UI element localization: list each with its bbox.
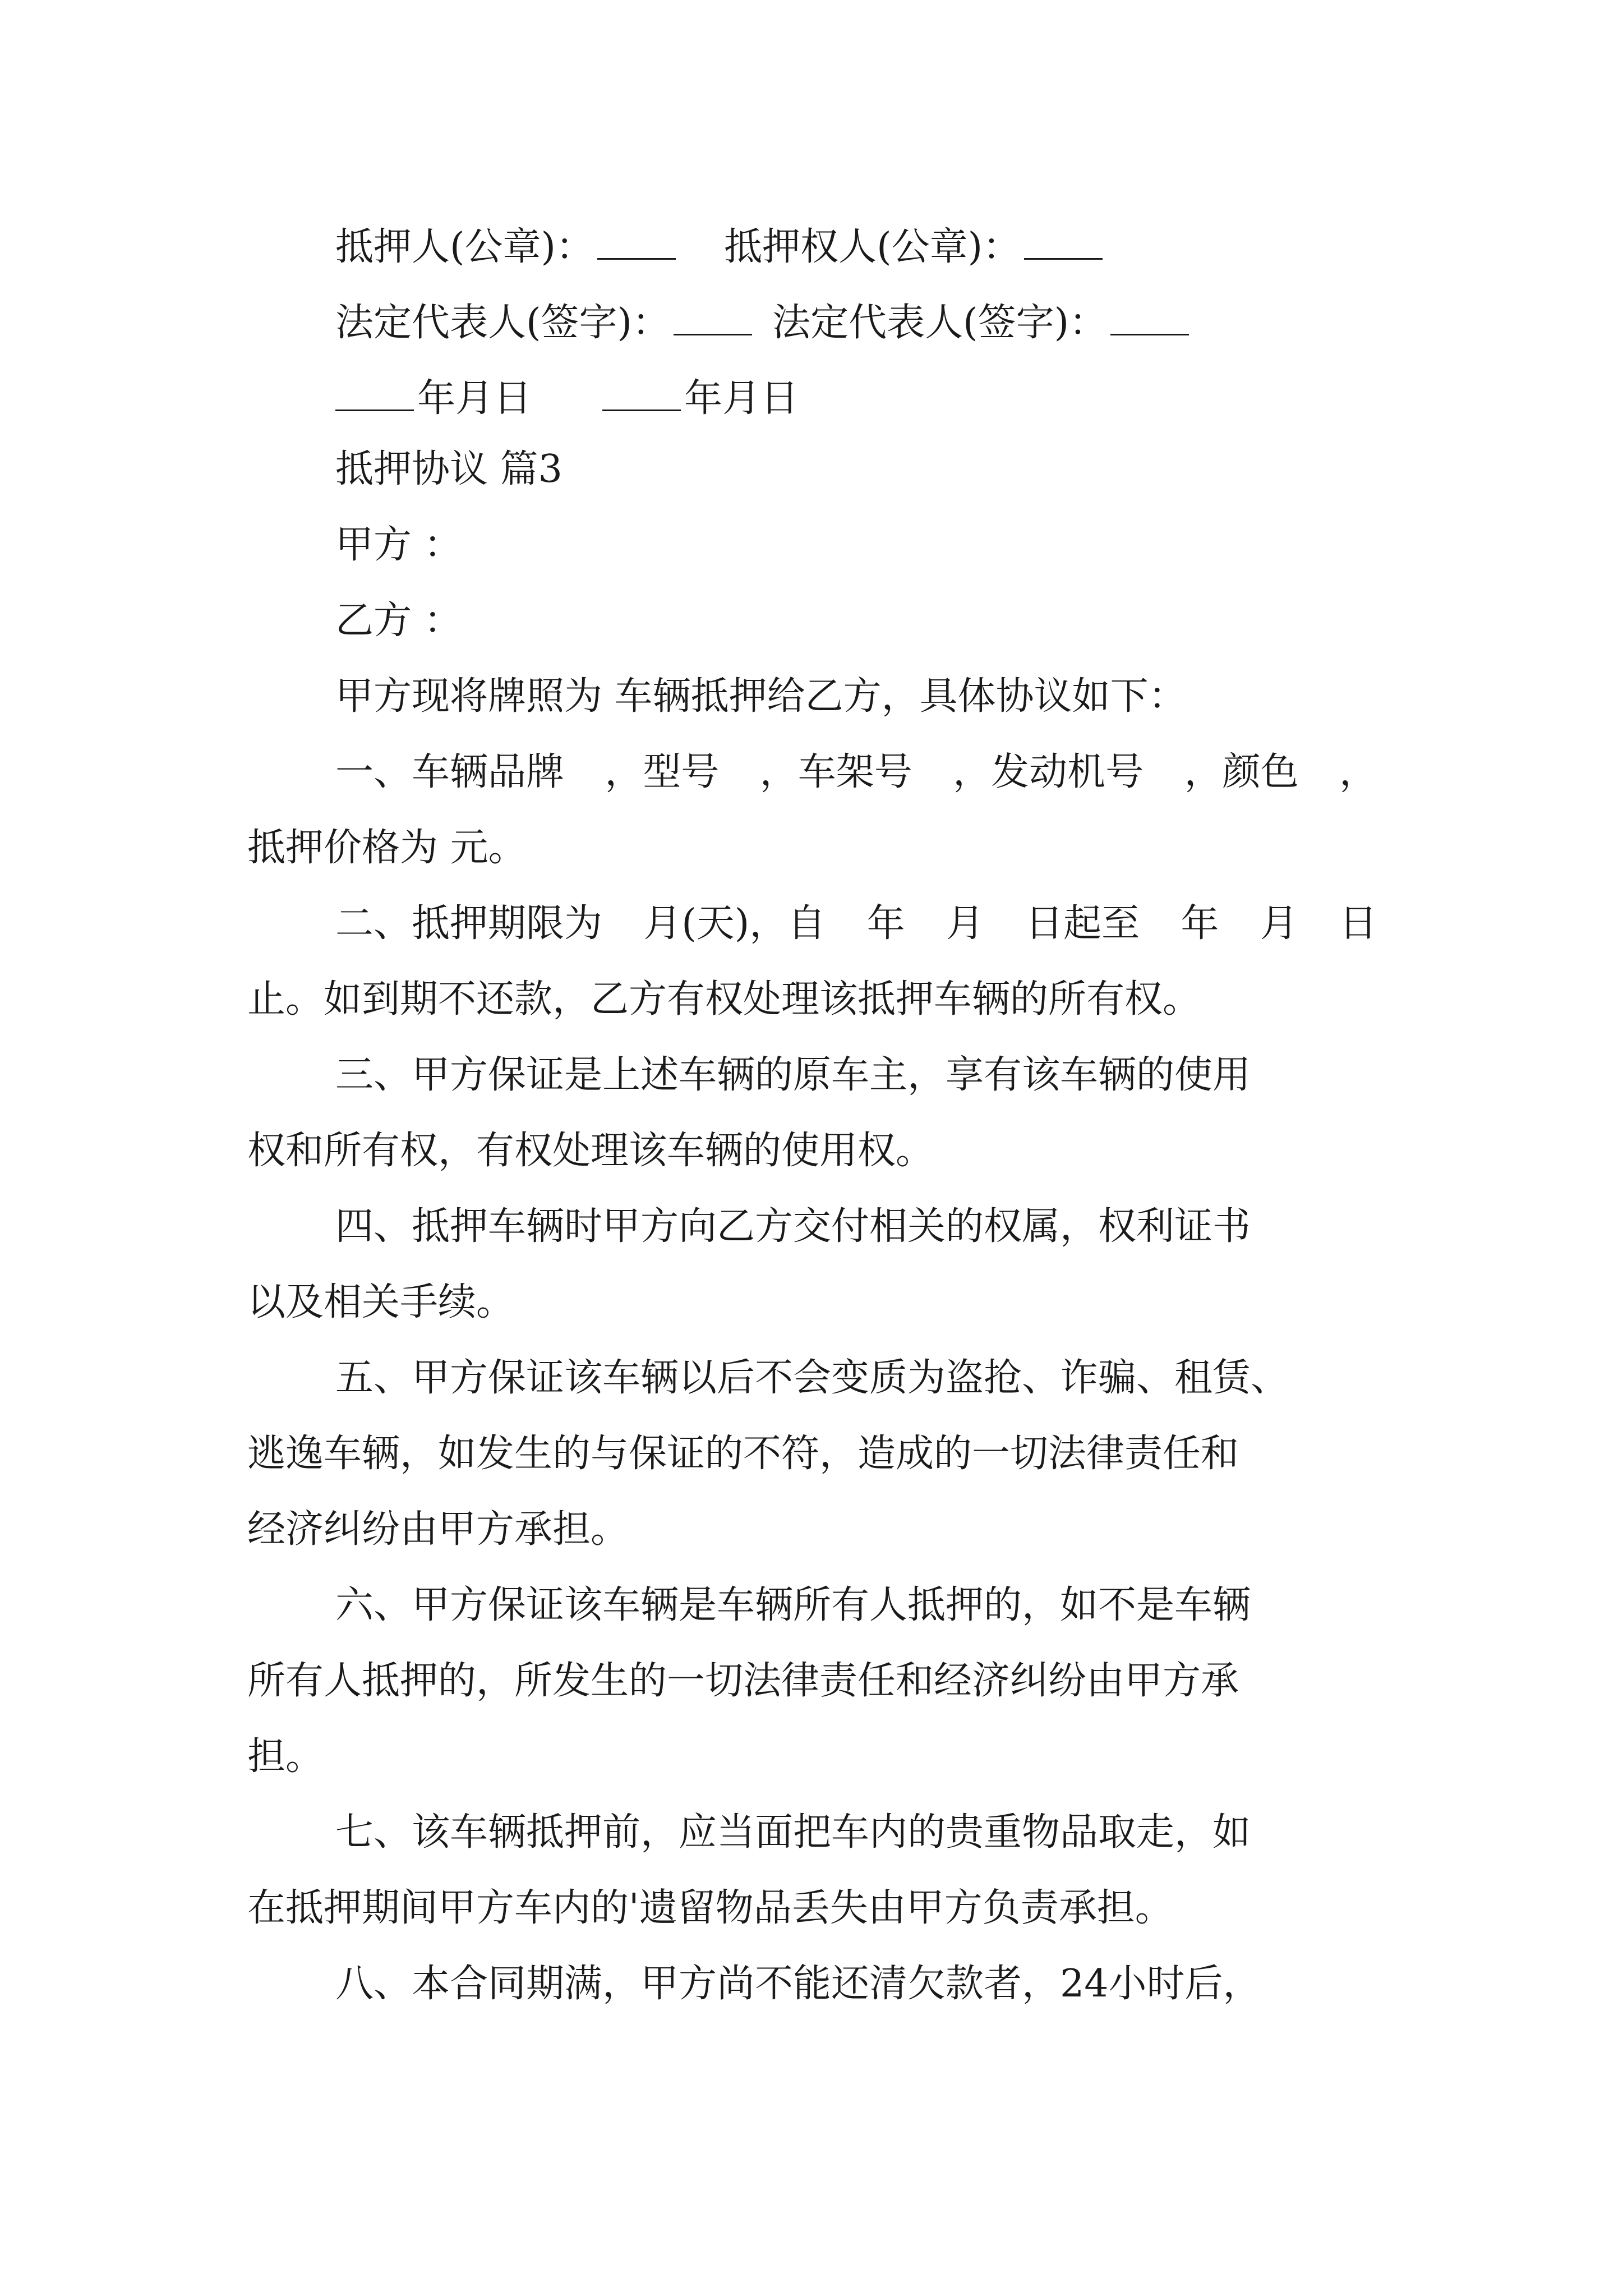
clause-1-line-1 bbox=[335, 750, 1377, 794]
clause-6-line-3: 担。 bbox=[247, 1734, 324, 1779]
rep-sign-left-label: 法定代表人(签字)： bbox=[335, 301, 671, 345]
clause-2-part: 年 bbox=[866, 901, 905, 946]
clause-1-part: ， bbox=[1339, 750, 1377, 794]
date-left-label: 年月日 bbox=[417, 376, 532, 421]
clause-5-line-3: 经济纠纷由甲方承担。 bbox=[247, 1507, 629, 1552]
clause-1-part: ，颜色 bbox=[1184, 750, 1299, 794]
clause-1-line-2: 抵押价格为 元。 bbox=[247, 826, 527, 870]
clause-1-part: ，发动机号 bbox=[953, 750, 1144, 794]
rep-sign-right-label: 法定代表人(签字)： bbox=[772, 301, 1108, 345]
clause-3-line-1: 三、甲方保证是上述车辆的原车主，享有该车辆的使用 bbox=[335, 1053, 1251, 1097]
rep-sign-left-blank bbox=[674, 299, 752, 335]
clause-6-line-1: 六、甲方保证该车辆是车辆所有人抵押的，如不是车辆 bbox=[335, 1583, 1251, 1627]
date-right-blank bbox=[602, 375, 681, 411]
party-b-line: 乙方 ： bbox=[335, 599, 462, 643]
clause-2-part: 月 bbox=[1260, 901, 1298, 946]
clause-6-line-2: 所有人抵押的，所发生的一切法律责任和经济纠纷由甲方承 bbox=[247, 1659, 1239, 1703]
clause-2-part: 年 bbox=[1181, 901, 1219, 946]
clause-7-line-1: 七、该车辆抵押前，应当面把车内的贵重物品取走，如 bbox=[335, 1810, 1251, 1855]
clause-1-part: ，车架号 bbox=[759, 750, 912, 794]
clause-2-part: 日 bbox=[1339, 901, 1377, 946]
section-heading: 抵押协议 篇3 bbox=[335, 447, 562, 491]
rep-sign-right-blank bbox=[1110, 299, 1189, 335]
clause-2-part: 日起至 bbox=[1025, 901, 1140, 946]
clause-4-line-1: 四、抵押车辆时甲方向乙方交付相关的权属，权利证书 bbox=[335, 1204, 1251, 1249]
clause-2-part: 月(天)，自 bbox=[643, 901, 826, 946]
date-row bbox=[335, 375, 799, 421]
clause-2-part: 月 bbox=[946, 901, 984, 946]
pledgee-seal-label: 抵押权人(公章)： bbox=[724, 225, 1021, 269]
clause-2-line-1 bbox=[335, 901, 1377, 946]
clause-5-line-2: 逃逸车辆，如发生的与保证的不符，造成的一切法律责任和 bbox=[247, 1432, 1239, 1476]
clause-4-line-2: 以及相关手续。 bbox=[247, 1280, 515, 1324]
clause-5-line-1: 五、甲方保证该车辆以后不会变质为盗抢、诈骗、租赁、 bbox=[335, 1356, 1289, 1400]
intro-paragraph: 甲方现将牌照为 车辆抵押给乙方，具体协议如下： bbox=[335, 674, 1187, 719]
rep-sign-row bbox=[335, 299, 1192, 345]
date-left-blank bbox=[335, 375, 414, 411]
clause-7-line-2: 在抵押期间甲方车内的'遗留物品丢失由甲方负责承担。 bbox=[247, 1886, 1173, 1930]
clause-8-line-1: 八、本合同期满，甲方尚不能还清欠款者，24小时后， bbox=[335, 1962, 1261, 2006]
clause-2-line-2: 止。如到期不还款，乙方有权处理该抵押车辆的所有权。 bbox=[247, 977, 1201, 1022]
party-a-line: 甲方 ： bbox=[335, 523, 462, 567]
pledgee-seal-blank bbox=[1024, 223, 1103, 260]
clause-1-part: 一、车辆品牌 bbox=[335, 750, 565, 794]
clause-2-part: 二、抵押期限为 bbox=[335, 901, 603, 946]
clause-1-part: ，型号 bbox=[605, 750, 720, 794]
clause-3-line-2: 权和所有权，有权处理该车辆的使用权。 bbox=[247, 1129, 934, 1173]
pledgor-seal-label: 抵押人(公章)： bbox=[335, 225, 594, 269]
pledgor-seal-blank bbox=[597, 223, 676, 260]
pledgor-seal-row bbox=[335, 223, 1106, 269]
date-right-label: 年月日 bbox=[684, 376, 799, 421]
